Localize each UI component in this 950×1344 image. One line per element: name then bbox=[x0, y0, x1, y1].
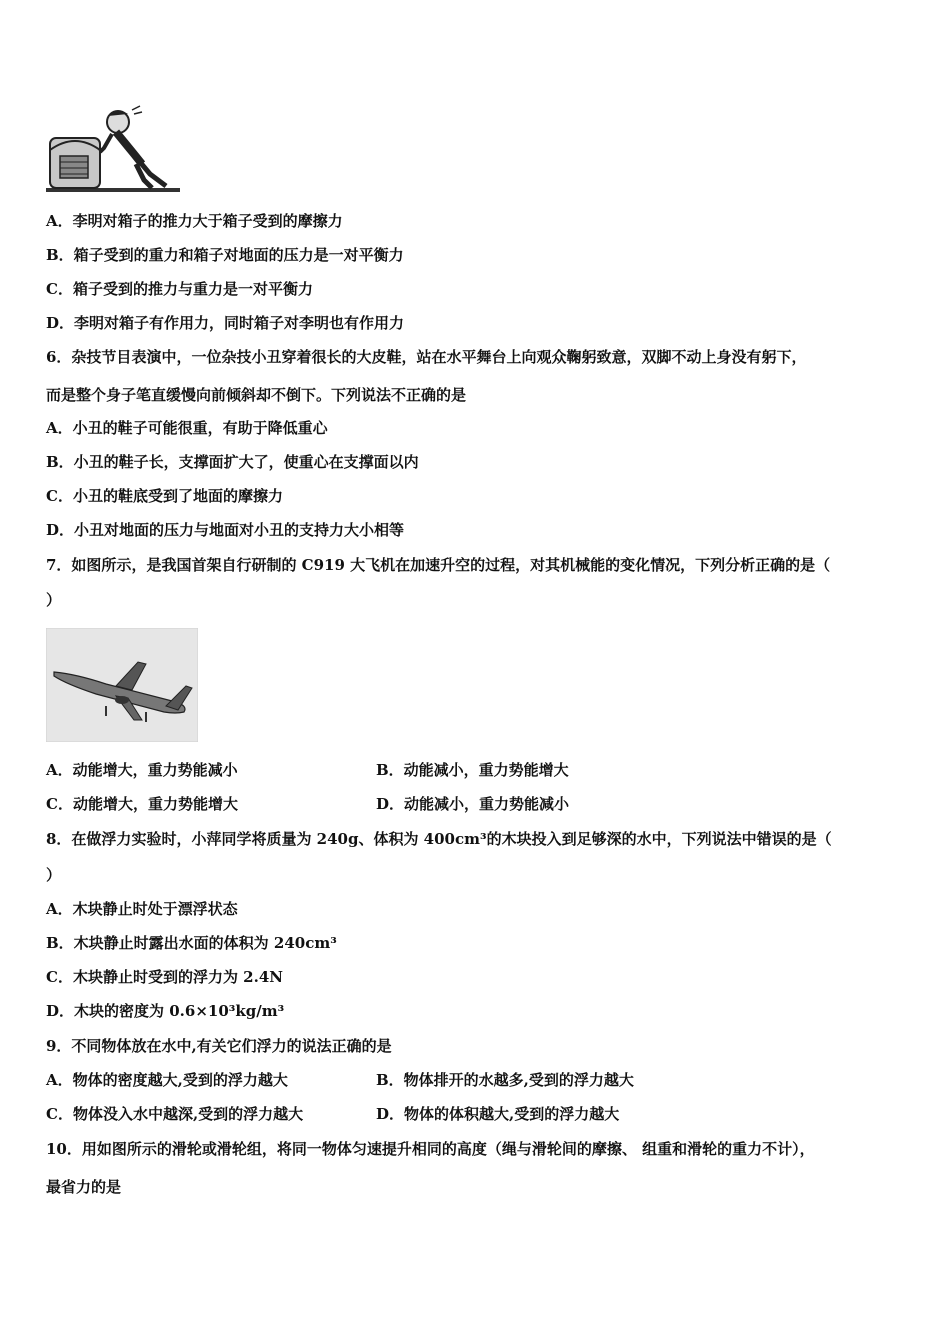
q9-option-c: C．物体没入水中越深,受到的浮力越大 bbox=[46, 1105, 304, 1123]
q8-stem-line1: 8．在做浮力实验时，小萍同学将质量为 240g、体积为 400cm³的木块投入到足够深的水中，下列说法中错误的是（ bbox=[46, 830, 832, 848]
q9-option-b: B．物体排开的水越多,受到的浮力越大 bbox=[376, 1071, 634, 1089]
q9-option-d: D．物体的体积越大,受到的浮力越大 bbox=[376, 1105, 620, 1123]
q6-stem-line1: 6．杂技节目表演中，一位杂技小丑穿着很长的大皮鞋，站在水平舞台上向观众鞠躬致意，双脚不动上身没有躬下， bbox=[46, 348, 807, 366]
q7-option-b: B．动能减小，重力势能增大 bbox=[376, 761, 569, 779]
q5-option-c: C．箱子受到的推力与重力是一对平衡力 bbox=[46, 280, 313, 298]
q8-option-a: A．木块静止时处于漂浮状态 bbox=[46, 900, 238, 918]
boy-illustration bbox=[100, 106, 166, 188]
q7-option-d: D．动能减小，重力势能减小 bbox=[376, 795, 570, 813]
q8-option-d: D．木块的密度为 0.6×10³kg/m³ bbox=[46, 1002, 285, 1020]
q8-stem-line2: ） bbox=[46, 866, 62, 884]
q7-stem-line2: ） bbox=[46, 591, 62, 609]
q6-stem-line2: 而是整个身子笔直缓慢向前倾斜却不倒下。下列说法不正确的是 bbox=[46, 386, 467, 404]
c919-airplane-figure bbox=[46, 628, 198, 742]
q10-stem-line1: 10．用如图所示的滑轮或滑轮组，将同一物体匀速提升相同的高度（绳与滑轮间的摩擦、 组重和滑轮的重力不计）， bbox=[46, 1140, 815, 1158]
q9-stem: 9．不同物体放在水中,有关它们浮力的说法正确的是 bbox=[46, 1037, 392, 1055]
q9-option-a: A．物体的密度越大,受到的浮力越大 bbox=[46, 1071, 288, 1089]
man-pushing-box-figure bbox=[46, 104, 182, 194]
q8-option-b: B．木块静止时露出水面的体积为 240cm³ bbox=[46, 934, 337, 952]
q5-option-d: D．李明对箱子有作用力，同时箱子对李明也有作用力 bbox=[46, 314, 405, 332]
q10-stem-line2: 最省力的是 bbox=[46, 1178, 122, 1196]
q5-option-a: A．李明对箱子的推力大于箱子受到的摩擦力 bbox=[46, 212, 343, 230]
q6-option-c: C．小丑的鞋底受到了地面的摩擦力 bbox=[46, 487, 283, 505]
q7-stem-line1: 7．如图所示，是我国首架自行研制的 C919 大飞机在加速升空的过程，对其机械能的变化情况，下列分析正确的是（ bbox=[46, 556, 831, 574]
q6-option-b: B．小丑的鞋子长，支撑面扩大了，使重心在支撑面以内 bbox=[46, 453, 419, 471]
q7-option-c: C．动能增大，重力势能增大 bbox=[46, 795, 238, 813]
q7-option-a: A．动能增大，重力势能减小 bbox=[46, 761, 238, 779]
box-illustration bbox=[50, 138, 100, 188]
q6-option-d: D．小丑对地面的压力与地面对小丑的支持力大小相等 bbox=[46, 521, 405, 539]
q5-option-b: B．箱子受到的重力和箱子对地面的压力是一对平衡力 bbox=[46, 246, 404, 264]
q8-option-c: C．木块静止时受到的浮力为 2.4N bbox=[46, 968, 283, 986]
q6-option-a: A．小丑的鞋子可能很重，有助于降低重心 bbox=[46, 419, 328, 437]
